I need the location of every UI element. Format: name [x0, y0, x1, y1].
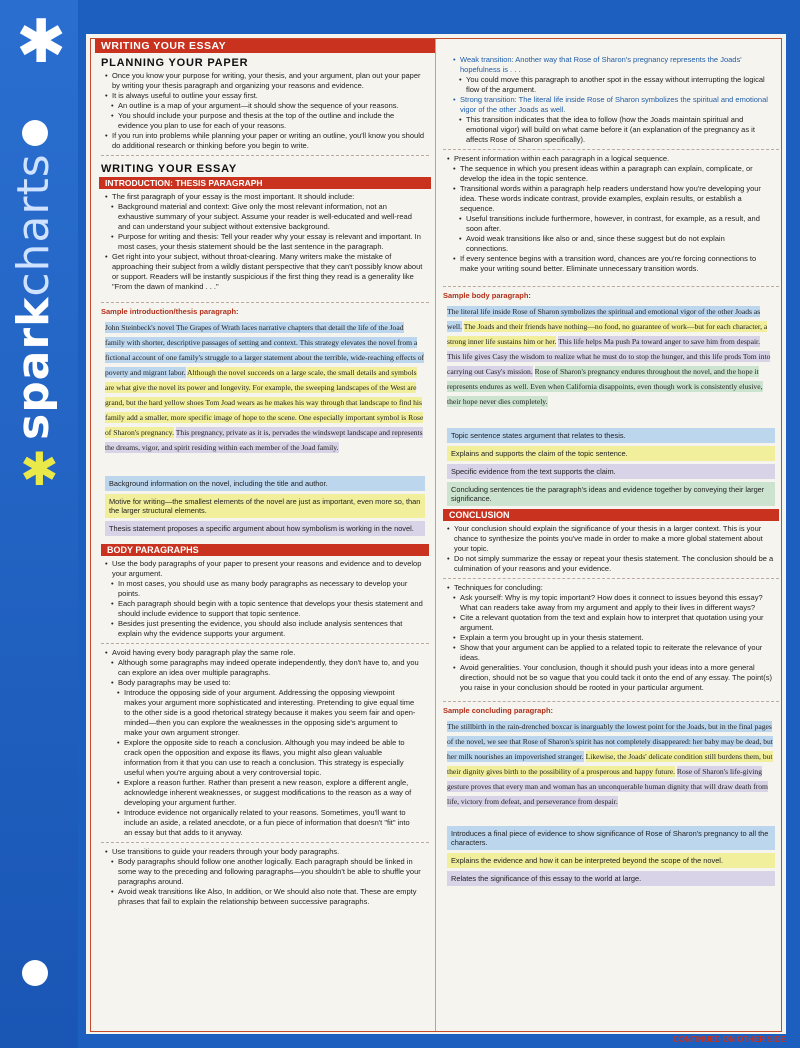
- list-item: • Each paragraph should begin with a topic sentence that develops your thesis statement and should include evidence to support that topic sentence.: [111, 599, 423, 619]
- divider: [101, 842, 429, 843]
- section-title-bar: WRITING YOUR ESSAY: [95, 39, 435, 53]
- divider: [443, 286, 779, 287]
- sheet-frame: [90, 38, 782, 1032]
- divider: [443, 149, 779, 150]
- binder-hole: [22, 960, 48, 986]
- list-item: • It is always useful to outline your essay first.: [105, 91, 429, 101]
- list-item: • Your conclusion should explain the significance of your thesis in a larger context. This is your chance to synthesize the points you've made in order to make a more global statement about your topic.: [447, 524, 779, 554]
- continued-label: CONTINUED ON OTHER SIDE: [673, 1035, 786, 1044]
- highlight-support: The Joads and their friends have nothing—no food, no guarantee of work—but for each character, a strong inner life sustains him or her.: [447, 322, 768, 346]
- list-item: • Ask yourself: Why is my topic important? How does it connect to issues beyond this essay? What can readers take away from my argument and apply to their lives in different ways?: [453, 593, 773, 613]
- highlight-conclusion: Rose of Sharon's pregnancy endures throughout the novel, and the hope it represents endures as well. Even when California disappoints, even though work is consistently elusive, their hope never dies completely.: [447, 367, 763, 406]
- list-item: • Avoid weak transitions like also or and, since these suggest but do not explain connections.: [459, 234, 767, 254]
- divider: [101, 643, 429, 644]
- note-evidence: Specific evidence from the text supports the claim.: [447, 464, 775, 479]
- techniques-list: [437, 583, 785, 693]
- list-item: • Body paragraphs may be used to:: [111, 678, 423, 688]
- list-item: • An outline is a map of your argument—it should show the sequence of your reasons.: [111, 101, 423, 111]
- list-item: • Do not simply summarize the essay or repeat your thesis statement. The conclusion should be a culmination of your reasons and your evidence.: [447, 554, 779, 574]
- list-item: • Present information within each paragraph in a logical sequence.: [447, 154, 779, 164]
- list-item: • Explore the opposite side to reach a conclusion. Although you may indeed be able to crack open the opposition and expose its flaws, you might also glean valuable information from it that you can use to reach a conclusion. This strategy is especially useful when you're arguing about a very controversial topic.: [117, 738, 417, 778]
- note-background: Background information on the novel, including the title and author.: [105, 476, 425, 491]
- conclusion-bar: CONCLUSION: [443, 509, 779, 521]
- planning-list: [95, 71, 435, 151]
- binder-hole: [22, 120, 48, 146]
- body-list-2: [95, 648, 435, 838]
- list-item: • Introduce evidence not organically related to your reasons. Sometimes, you'll want to include an aside, a related anecdote, or a fun piece of information that doesn't "fit" into an essay but that adds to it anyway.: [117, 808, 417, 838]
- right-column: [437, 39, 785, 1031]
- list-item: • Get right into your subject, without throat-clearing. Many writers make the mistake of approaching their subject from a wildly distant perspective that they can't possibly know about or support. Readers will be instantly suspicious if the first thing they read is a generality like "From the dawn of mankind . . .": [105, 252, 429, 292]
- list-item: • Avoid weak transitions like Also, In addition, or We should also note that. These are empty phrases that fail to explain the relationship between successive paragraphs.: [111, 887, 423, 907]
- list-item: • Once you know your purpose for writing, your thesis, and your argument, plan out your paper by writing your thesis paragraph and organizing your reasons and evidence.: [105, 71, 429, 91]
- list-item: • Transitional words within a paragraph help readers understand how you're developing your idea. These words indicate contrast, provide examples, explain results, or establish a sequence.: [453, 184, 773, 214]
- intro-bar: INTRODUCTION: THESIS PARAGRAPH: [99, 177, 431, 189]
- highlight-evidence: This life helps Ma push Pa toward anger to save him from despair. This life gives Casy the wisdom to realize what he must do to stop the hunger, and this life prods Tom into carrying out Casy's mission.: [447, 337, 771, 376]
- list-item: • You should include your purpose and thesis at the top of the outline and include the evidence you plan to use for each of your reasons.: [111, 111, 423, 131]
- highlight-interpretation: Likewise, the Joads' delicate condition still burdens them, but their dignity gives birth to the possibility of a prosperous and happy future.: [447, 752, 773, 776]
- body-bar: BODY PARAGRAPHS: [101, 544, 429, 556]
- list-item: • Although some paragraphs may indeed operate independently, they don't have to, and you can explore an idea over multiple paragraphs.: [111, 658, 423, 678]
- note-thesis: Thesis statement proposes a specific argument about how symbolism is working in the novel.: [105, 521, 425, 536]
- note-significance: Relates the significance of this essay to the world at large.: [447, 871, 775, 886]
- planning-heading: PLANNING YOUR PAPER: [101, 57, 249, 69]
- list-item: • Useful transitions include furthermore, however, in contrast, for example, as a result, and soon after.: [459, 214, 767, 234]
- brand-logo: sparkcharts: [8, 153, 59, 440]
- sample-body-label: Sample body paragraph:: [443, 291, 531, 300]
- list-item: • Besides just presenting the evidence, you should also include analysis sentences that explain why the evidence supports your argument.: [111, 619, 423, 639]
- list-item: • Weak transition: Another way that Rose of Sharon's pregnancy represents the Joads' hopefulness is . . .: [453, 55, 773, 75]
- list-item: • Show that your argument can be applied to a related topic to reiterate the relevance of your ideas.: [453, 643, 773, 663]
- note-topic: Topic sentence states argument that relates to thesis.: [447, 428, 775, 443]
- list-item: • The sequence in which you present ideas within a paragraph can explain, complicate, or develop the idea in the topic sentence.: [453, 164, 773, 184]
- writing-heading: WRITING YOUR ESSAY: [101, 163, 238, 175]
- list-item: • Avoid generalities. Your conclusion, though it should push your ideas into a more general direction, should not be so vague that you could tack it onto the end of any essay. The point(s) you raise in your conclusion should be rooted in your particular argument.: [453, 663, 773, 693]
- transitions-list: [437, 55, 785, 145]
- list-item: • If every sentence begins with a transition word, chances are you're forcing connections to make your writing sound better. Eliminate unnecessary transition words.: [453, 254, 773, 274]
- list-item: • Introduce the opposing side of your argument. Addressing the opposing viewpoint makes your argument more sophisticated and interesting. Pretending to give equal time to the other side is a good rhetorical strategy because it makes you seem fair and open-minded—then you can explore the weaknesses in the opposing side's argument to make your own argument stronger.: [117, 688, 417, 738]
- sample-intro-label: Sample introduction/thesis paragraph:: [101, 307, 239, 316]
- list-item: • Use transitions to guide your readers through your body paragraphs.: [105, 847, 429, 857]
- sample-body-paragraph: [447, 304, 775, 409]
- sample-intro-paragraph: [105, 320, 425, 455]
- note-final-evidence: Introduces a final piece of evidence to show significance of Rose of Sharon's pregnancy to all the characters.: [447, 826, 775, 850]
- list-item: • You could move this paragraph to another spot in the essay without interrupting the logical flow of the argument.: [459, 75, 767, 95]
- list-item: • Explain a term you brought up in your thesis statement.: [453, 633, 773, 643]
- note-interpretation: Explains the evidence and how it can be interpreted beyond the scope of the novel.: [447, 853, 775, 868]
- highlight-significance: Rose of Sharon's life-giving gesture proves that every man and woman has an unconquerable human dignity that will draw death from life, victory from defeat, and perseverance from despair.: [447, 767, 768, 806]
- list-item: • Avoid having every body paragraph play the same role.: [105, 648, 429, 658]
- conclusion-list: [437, 524, 785, 574]
- divider: [443, 701, 779, 702]
- highlight-thesis: This pregnancy, private as it is, pervades the windswept landscape and represents the dreams, vigor, and spirit residing within each member of the Joad family.: [105, 428, 423, 452]
- highlight-evidence-final: The stillbirth in the rain-drenched boxcar is inarguably the lowest point for the Joads, but in the final pages of the novel, we see that Rose of Sharon's spirit has not completely disappeared: her baby may be dead, but her milk nourishes an impoverished stranger.: [447, 722, 773, 761]
- list-item: • This transition indicates that the idea to follow (how the Joads maintain spiritual and emotional vigor) will build on what came before it (an explanation of the pregnancy as it affects Rose of Sharon specifically).: [459, 115, 767, 145]
- chart-sheet: [86, 34, 786, 1034]
- list-item: • Body paragraphs should follow one another logically. Each paragraph should be linked in some way to the preceding and following paragraphs—you shouldn't be able to shuffle your paragraphs around.: [111, 857, 423, 887]
- highlight-topic: The literal life inside Rose of Sharon symbolizes the spiritual and emotional vigor of the other Joads as well.: [447, 307, 761, 331]
- sample-concl-paragraph: [447, 719, 775, 809]
- list-item: • Use the body paragraphs of your paper to present your reasons and evidence and to develop your argument.: [105, 559, 429, 579]
- note-conclusion: Concluding sentences tie the paragraph's ideas and evidence together by conveying their larger significance.: [447, 482, 775, 506]
- body-list-3: [95, 847, 435, 907]
- note-support: Explains and supports the claim of the topic sentence.: [447, 446, 775, 461]
- note-motive: Motive for writing—the smallest elements of the novel are just as important, even more so, than the larger structural elements.: [105, 494, 425, 518]
- logic-list: [437, 154, 785, 274]
- list-item: • Purpose for writing and thesis: Tell your reader why your essay is relevant and important. In most cases, your thesis statement should be the last sentence in the paragraph.: [111, 232, 423, 252]
- asterisk-logo-icon: ✱: [16, 7, 67, 77]
- binder-spine: [0, 0, 78, 1048]
- list-item: • In most cases, you should use as many body paragraphs as necessary to develop your points.: [111, 579, 423, 599]
- list-item: • Explore a reason further. Rather than present a new reason, explore a different angle, acknowledge inherent weaknesses, or suggest modifications to the reason as a way of developing your argument further.: [117, 778, 417, 808]
- left-column: [95, 39, 436, 1031]
- list-item: • Techniques for concluding:: [447, 583, 779, 593]
- list-item: • Strong transition: The literal life inside Rose of Sharon symbolizes the spiritual and emotional vigor of the other Joads as well.: [453, 95, 773, 115]
- asterisk-yellow-icon: ✱: [20, 442, 59, 496]
- body-list-1: [95, 559, 435, 639]
- highlight-motive: Although the novel succeeds on a large scale, the small details and symbols are what give the novel its power and longevity. For example, the sweeping landscapes of the West are grand, but the hard yellow shoes Tom Joad wears as he makes his way through that landscape to find his family add a smaller, more specific image of hope to the scene. One especially important symbol is Rose of Sharon's pregnancy.: [105, 368, 424, 437]
- highlight-background: John Steinbeck's novel The Grapes of Wrath laces narrative chapters that detail the life of the Joad family with shorter, descriptive passages of setting and context. This strategy elevates the novel from a fictional account of one family's struggle to a larger statement about the terrible, wide-reaching effects of poverty and migrant labor.: [105, 323, 425, 377]
- sample-concl-label: Sample concluding paragraph:: [443, 706, 554, 715]
- divider: [443, 578, 779, 579]
- divider: [101, 155, 429, 156]
- list-item: • Background material and context: Give only the most relevant information, not an exhaustive summary of your subject. Assume your reader is well-educated and well-read and can understand your subject without extensive background.: [111, 202, 423, 232]
- list-item: • The first paragraph of your essay is the most important. It should include:: [105, 192, 429, 202]
- divider: [101, 302, 429, 303]
- intro-list: [95, 192, 435, 292]
- list-item: • Cite a relevant quotation from the text and explain how to interpret that quotation using your argument.: [453, 613, 773, 633]
- list-item: • If you run into problems while planning your paper or writing an outline, you'll know you should do additional research or thinking before you begin to write.: [105, 131, 429, 151]
